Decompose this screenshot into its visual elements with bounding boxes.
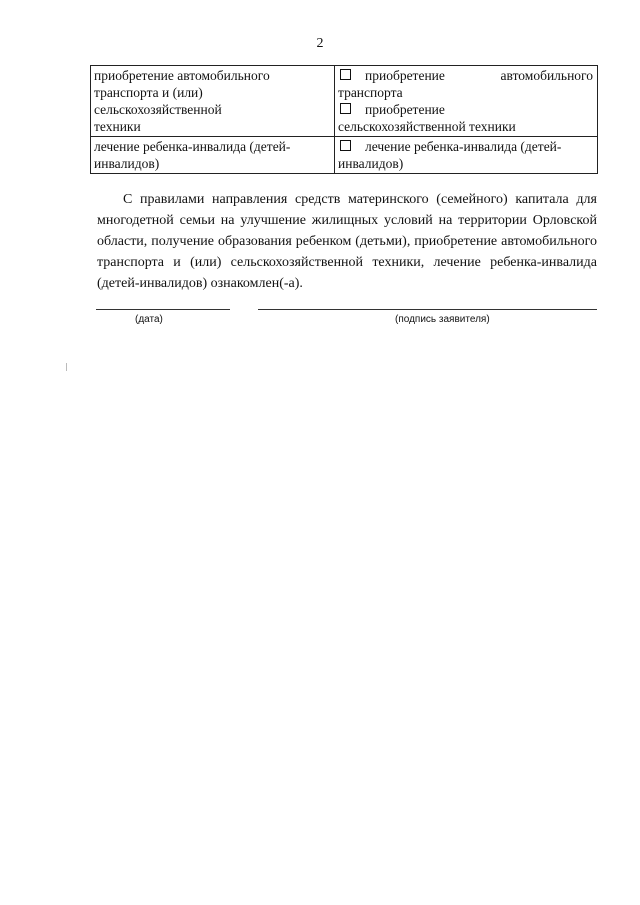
checkbox-icon[interactable] [340, 140, 351, 151]
options-table [90, 65, 598, 174]
acknowledgement-paragraph: С правилами направления средств материнского (семейного) капитала для многодетной семьи на улучшение жилищных условий на территории Орловской области, получение образования ребенком (детьми), приобретение автомобильного транспорта и (или) сельскохозяйственной техники, лечение ребенка-инвалида (детей-инвалидов) ознакомлен(-а). [97, 192, 597, 291]
scan-mark [66, 363, 67, 371]
option-cell [335, 66, 598, 137]
signature-line [258, 309, 597, 310]
options-table-body [91, 66, 598, 174]
purpose-cell [91, 137, 335, 174]
purpose-text: сельскохозяйственной [94, 102, 222, 117]
purpose-text: инвалидов) [94, 156, 160, 171]
purpose-text: транспорта и (или) [94, 85, 203, 100]
page-number: 2 [316, 36, 324, 51]
option-line [338, 155, 593, 172]
option-line [338, 138, 593, 155]
option-label: сельскохозяйственной техники [338, 119, 516, 134]
purpose-text: лечение ребенка-инвалида (детей- [94, 139, 291, 154]
signature-label: (подпись заявителя) [395, 314, 490, 325]
option-label: лечение ребенка-инвалида (детей- [365, 139, 562, 154]
option-label: приобретение автомобильного [365, 68, 593, 83]
table-row [91, 66, 598, 137]
purpose-cell [91, 66, 335, 137]
table-row [91, 137, 598, 174]
date-line [96, 309, 230, 310]
checkbox-icon[interactable] [340, 103, 351, 114]
purpose-text: техники [94, 119, 141, 134]
purpose-text: приобретение автомобильного [94, 68, 270, 83]
option-line [338, 84, 593, 101]
option-label: транспорта [338, 85, 403, 100]
option-line [338, 118, 593, 135]
option-label: инвалидов) [338, 156, 404, 171]
option-cell [335, 137, 598, 174]
checkbox-icon[interactable] [340, 69, 351, 80]
option-line [338, 67, 593, 84]
date-label: (дата) [135, 314, 163, 325]
option-label: приобретение [365, 102, 445, 117]
option-line [338, 101, 593, 118]
